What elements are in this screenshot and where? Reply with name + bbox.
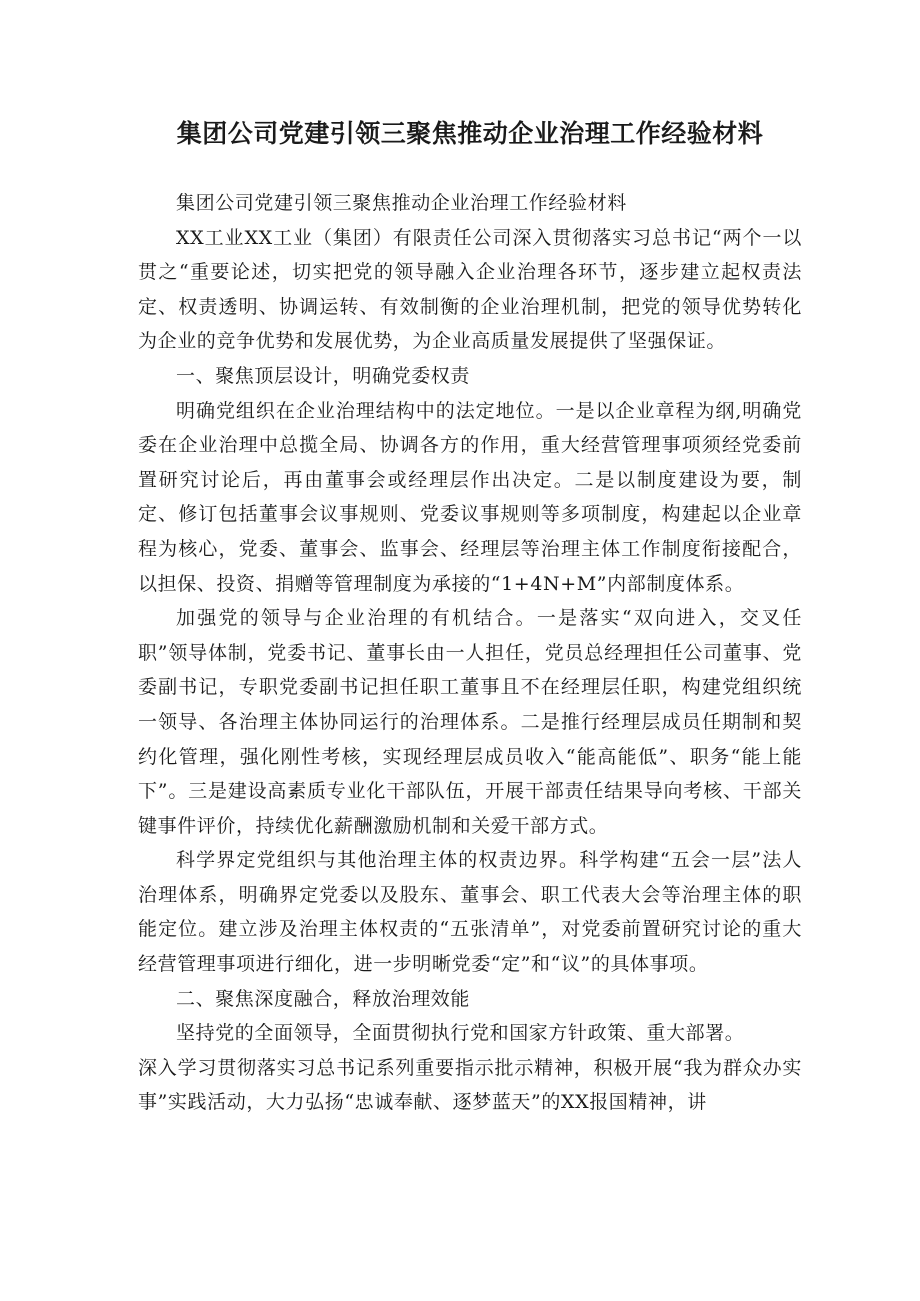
- document-body: [138, 186, 802, 1120]
- subtitle-paragraph: 集团公司党建引领三聚焦推动企业治理工作经验材料: [176, 192, 627, 214]
- section-2-paragraph-2: 深入学习贯彻落实习总书记系列重要指示批示精神，积极开展“我为群众办实事”实践活动，大力弘扬“忠诚奉献、逐梦蓝天”的XX报国精神，讲: [138, 1056, 802, 1114]
- section-1-paragraph-3: 科学界定党组织与其他治理主体的权责边界。科学构建“五会一层”法人治理体系，明确界定党委以及股东、董事会、职工代表大会等治理主体的职能定位。建立涉及治理主体权责的“五张清单”，对党委前置研究讨论的重大经营管理事项进行细化，进一步明晰党委“定”和“议”的具体事项。: [138, 849, 802, 976]
- section-2-paragraph-1: 坚持党的全面领导，全面贯彻执行党和国家方针政策、重大部署。: [176, 1022, 745, 1045]
- intro-paragraph: XX工业XX工业（集团）有限责任公司深入贯彻落实习总书记“两个一以贯之“重要论述，切实把党的领导融入企业治理各环节，逐步建立起权责法定、权责透明、协调运转、有效制衡的企业治理机制，把党的领导优势转化为企业的竞争优势和发展优势，为企业高质量发展提供了坚强保证。: [138, 226, 802, 353]
- section-1-paragraph-2: 加强党的领导与企业治理的有机结合。一是落实“双向进入，交叉任职”领导体制，党委书记、董事长由一人担任，党员总经理担任公司董事、党委副书记，专职党委副书记担任职工董事且不在经理层任职，构建党组织统一领导、各治理主体协同运行的治理体系。二是推行经理层成员任期制和契约化管理，强化刚性考核，实现经理层成员收入“能高能低”、职务“能上能下”。三是建设高素质专业化干部队伍，开展干部责任结果导向考核、干部关键事件评价，持续优化薪酬激励机制和关爱干部方式。: [138, 607, 802, 837]
- document-title: 集团公司党建引领三聚焦推动企业治理工作经验材料: [176, 119, 764, 148]
- section-heading-1: 一、聚焦顶层设计，明确党委权责: [176, 364, 471, 387]
- section-1-paragraph-1: 明确党组织在企业治理结构中的法定地位。一是以企业章程为纲,明确党委在企业治理中总揽全局、协调各方的作用，重大经营管理事项须经党委前置研究讨论后，再由董事会或经理层作出决定。二是以制度建设为要，制定、修订包括董事会议事规则、党委议事规则等多项制度，构建起以企业章程为核心，党委、董事会、监事会、经理层等治理主体工作制度衔接配合，以担保、投资、捐赠等管理制度为承接的“1+4N+M”内部制度体系。: [138, 399, 802, 595]
- section-heading-2: 二、聚焦深度融合，释放治理效能: [176, 987, 471, 1010]
